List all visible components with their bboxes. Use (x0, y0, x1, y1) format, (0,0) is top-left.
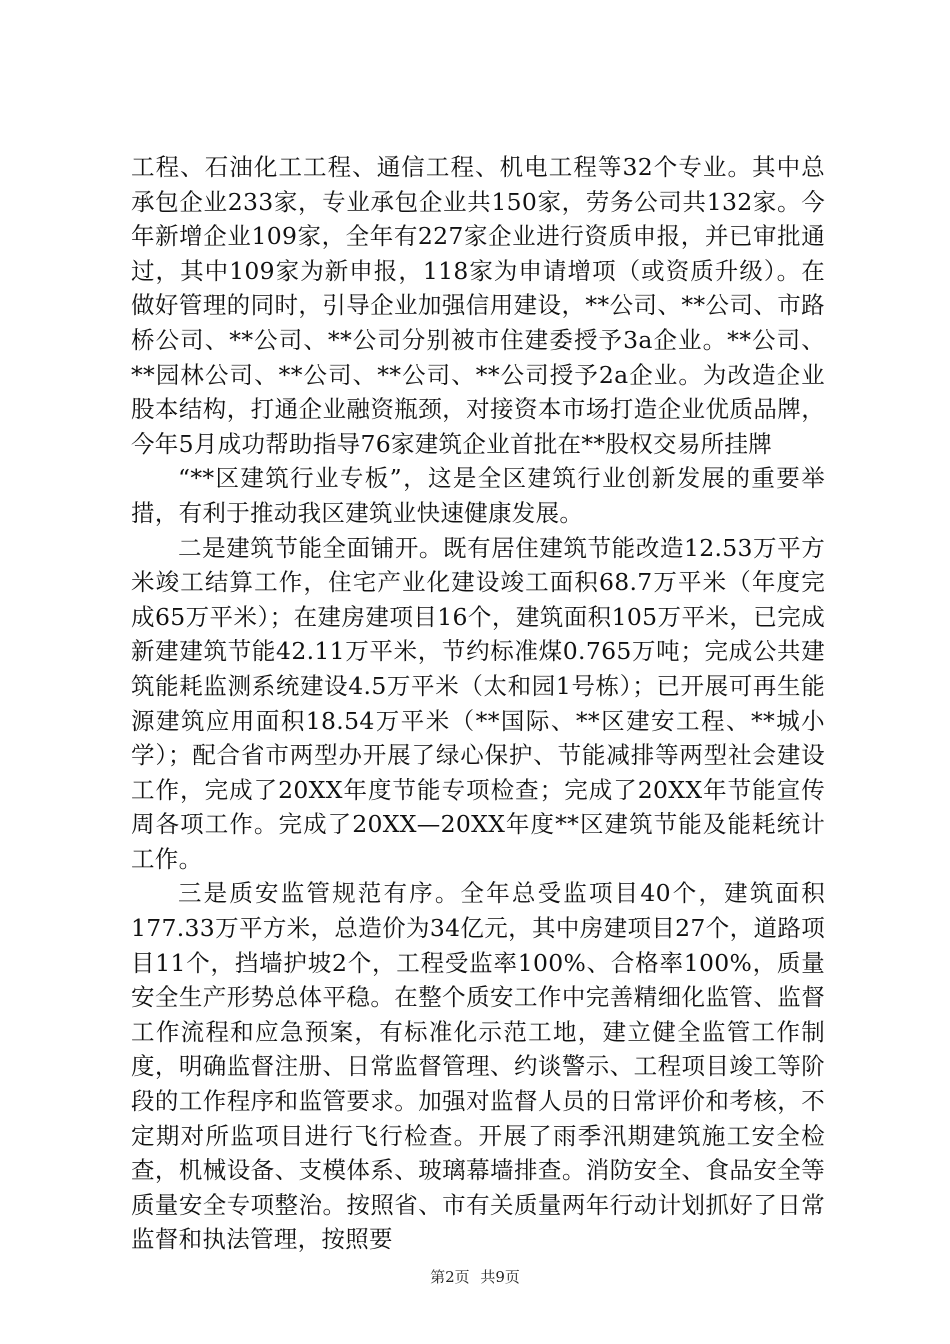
paragraph-1: 工程、石油化工工程、通信工程、机电工程等32个专业。其中总承包企业233家，专业承包企业共150家，劳务公司共132家。今年新增企业109家，全年有227家企业进行资质申报，并已审批通过，其中109家为新申报，118家为申请增项（或资质升级）。在做好管理的同时，引导企业加强信用建设，**公司、**公司、市路桥公司、**公司、**公司分别被市住建委授予3a企业。**公司、**园林公司、**公司、**公司、**公司授予2a企业。为改造企业股本结构，打通企业融资瓶颈，对接资本市场打造企业优质品牌，今年5月成功帮助指导76家建筑企业首批在**股权交易所挂牌 (131, 153, 825, 458)
document-body (131, 150, 825, 1257)
paragraph-3: 二是建筑节能全面铺开。既有居住建筑节能改造12.53万平方米竣工结算工作，住宅产业化建设竣工面积68.7万平米（年度完成65万平米）；在建房建项目16个，建筑面积105万平米，已完成新建建筑节能42.11万平米，节约标准煤0.765万吨；完成公共建筑能耗监测系统建设4.5万平米（太和园1号栋）；已开展可再生能源建筑应用面积18.54万平米（**国际、**区建安工程、**城小学）；配合省市两型办开展了绿心保护、节能减排等两型社会建设工作，完成了20XX年度节能专项检查；完成了20XX年节能宣传周各项工作。完成了20XX—20XX年度**区建筑节能及能耗统计工作。 (131, 533, 825, 873)
paragraph-4: 三是质安监管规范有序。全年总受监项目40个，建筑面积177.33万平方米，总造价为34亿元，其中房建项目27个，道路项目11个，挡墙护坡2个，工程受监率100%、合格率100%，质量安全生产形势总体平稳。在整个质安工作中完善精细化监管、监督工作流程和应急预案，有标准化示范工地，建立健全监管工作制度，明确监督注册、日常监督管理、约谈警示、工程项目竣工等阶段的工作程序和监管要求。加强对监督人员的日常评价和考核，不定期对所监项目进行飞行检查。开展了雨季汛期建筑施工安全检查，机械设备、支模体系、玻璃幕墙排查。消防安全、食品安全等质量安全专项整治。按照省、市有关质量两年行动计划抓好了日常监督和执法管理，按照要 (131, 879, 825, 1254)
page-footer (0, 1267, 950, 1287)
page-number-current: 第2页 (430, 1268, 470, 1286)
paragraph-2: “**区建筑行业专板”，这是全区建筑行业创新发展的重要举措，有利于推动我区建筑业快速健康发展。 (131, 464, 825, 527)
page-number-total: 共9页 (480, 1268, 520, 1286)
